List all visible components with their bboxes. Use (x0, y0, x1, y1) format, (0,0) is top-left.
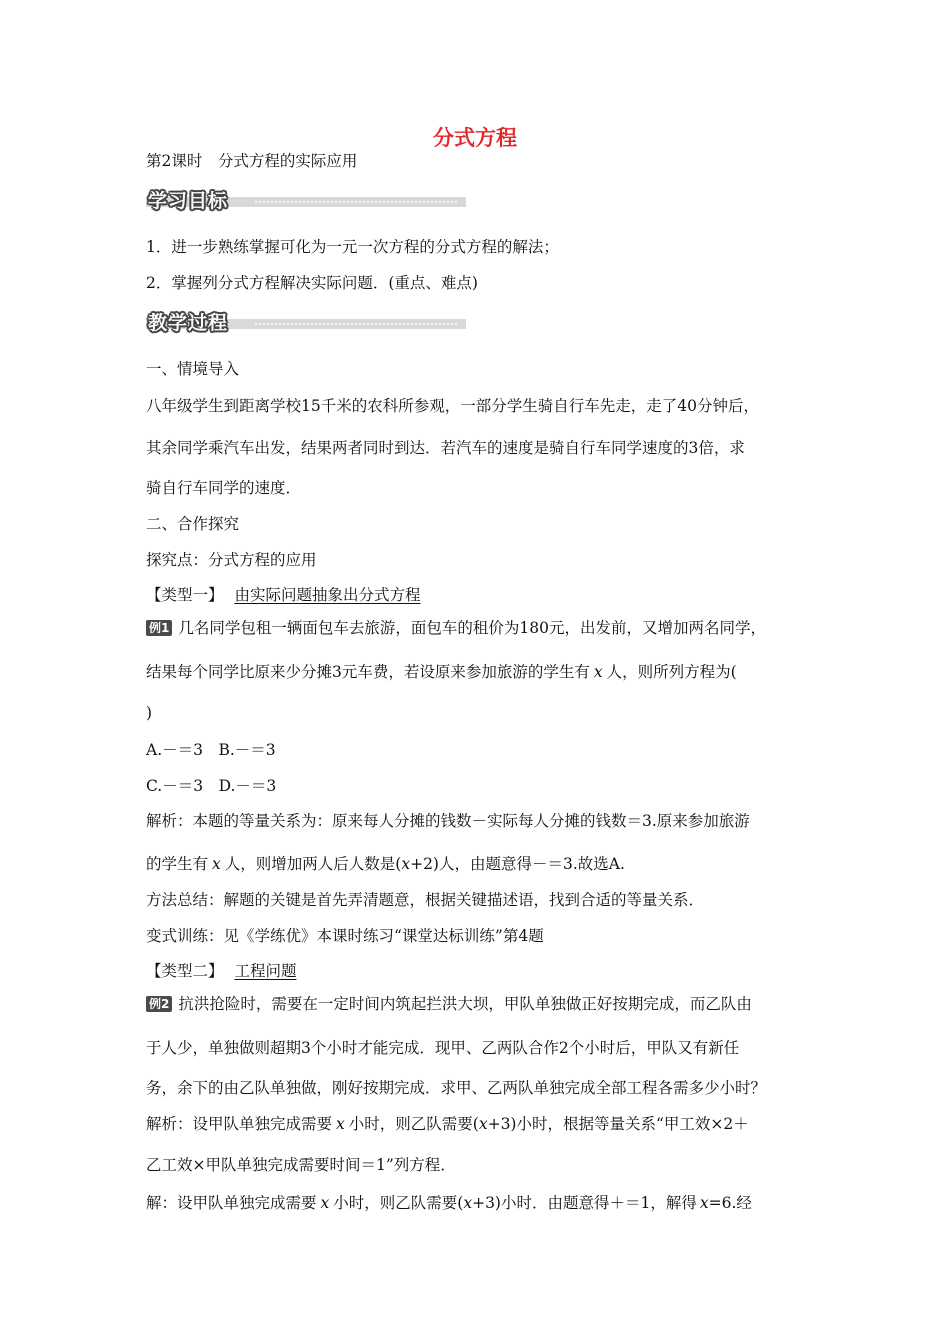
analysis-text: 解析：设甲队单独完成需要 (146, 1115, 333, 1133)
analysis-text: +3)小时，根据等量关系“甲工效×2＋ (487, 1115, 749, 1133)
solution-line (146, 1193, 752, 1213)
section-banner-process (146, 308, 466, 332)
example-badge: 例1 (146, 620, 172, 636)
variable-x: x (463, 1194, 473, 1212)
analysis-line (146, 854, 625, 874)
example1-text: 人，则所列方程为( (606, 663, 737, 681)
example-badge: 例2 (146, 996, 172, 1012)
analysis-line: 乙工效×甲队单独完成需要时间＝1”列方程． (146, 1156, 456, 1174)
banner-dots (254, 323, 459, 325)
analysis-text: 小时，则乙队需要( (348, 1115, 479, 1133)
intro-line: 八年级学生到距离学校15千米的农科所参观，一部分学生骑自行车先走，走了40分钟后， (146, 397, 759, 415)
variable-x: x (593, 663, 603, 681)
page-title: 分式方程 (433, 126, 517, 150)
analysis-line: 解析：本题的等量关系为：原来每人分摊的钱数－实际每人分摊的钱数＝3.原来参加旅游 (146, 812, 750, 830)
intro-line: 骑自行车同学的速度． (146, 479, 302, 497)
option-line: C.－＝3 D.－＝3 (146, 777, 277, 795)
analysis-text: 人，则增加两人后人数是( (224, 855, 402, 873)
example1-line (146, 662, 737, 682)
explore-heading: 二、合作探究 (146, 515, 240, 533)
example1-text: 几名同学包租一辆面包车去旅游，面包车的租价为180元，出发前，又增加两名同学， (178, 619, 766, 637)
analysis-text: +2)人，由题意得－＝3.故选A. (410, 855, 625, 873)
variable-x: x (401, 855, 411, 873)
intro-heading: 一、情境导入 (146, 360, 240, 378)
type2-heading (146, 961, 296, 981)
banner-label: 学习目标 (148, 190, 229, 212)
solution-text: +3)小时．由题意得＋＝1，解得 (472, 1194, 697, 1212)
variant-training: 变式训练：见《学练优》本课时练习“课堂达标训练”第4题 (146, 927, 544, 945)
type2-label: 【类型二】 (146, 962, 224, 980)
variable-x: x (320, 1194, 330, 1212)
example2-line: 务，余下的由乙队单独做，刚好按期完成．求甲、乙两队单独完成全部工程各需多少小时？ (146, 1079, 767, 1097)
analysis-text: 的学生有 (146, 855, 209, 873)
type2-title: 工程问题 (234, 962, 297, 980)
method-summary: 方法总结：解题的关键是首先弄清题意，根据关键描述语，找到合适的等量关系． (146, 891, 705, 909)
type1-label: 【类型一】 (146, 586, 224, 604)
type1-title: 由实际问题抽象出分式方程 (234, 586, 421, 604)
variable-x: x (699, 1194, 709, 1212)
objective-item: 1．进一步熟练掌握可化为一元一次方程的分式方程的解法； (146, 238, 559, 256)
example1-line: ) (146, 704, 153, 722)
solution-text: =6.经 (708, 1194, 752, 1212)
type1-heading (146, 585, 420, 605)
section-banner-objectives (146, 186, 466, 210)
example2-line: 于人少，单独做则超期3个小时才能完成．现甲、乙两队合作2个小时后，甲队又有新任 (146, 1039, 740, 1057)
explore-point: 探究点：分式方程的应用 (146, 551, 317, 569)
option-line: A.－＝3 B.－＝3 (146, 741, 276, 759)
variable-x: x (336, 1115, 345, 1133)
banner-dots (254, 201, 459, 203)
variable-x: x (478, 1115, 488, 1133)
example2-text: 抗洪抢险时，需要在一定时间内筑起拦洪大坝，甲队单独做正好按期完成，而乙队由 (178, 995, 752, 1013)
lesson-subtitle: 第2课时 分式方程的实际应用 (146, 152, 358, 170)
analysis-line (146, 1114, 749, 1134)
example1-text: 结果每个同学比原来少分摊3元车费，若设原来参加旅游的学生有 (146, 663, 590, 681)
solution-text: 小时，则乙队需要( (333, 1194, 464, 1212)
intro-line: 其余同学乘汽车出发，结果两者同时到达．若汽车的速度是骑自行车同学速度的3倍，求 (146, 439, 745, 457)
variable-x: x (212, 855, 221, 873)
solution-text: 解：设甲队单独完成需要 (146, 1194, 317, 1212)
example1-line (146, 618, 766, 638)
objective-item: 2．掌握列分式方程解决实际问题．(重点、难点) (146, 274, 478, 292)
banner-label: 教学过程 (148, 312, 229, 334)
example2-line (146, 994, 752, 1014)
